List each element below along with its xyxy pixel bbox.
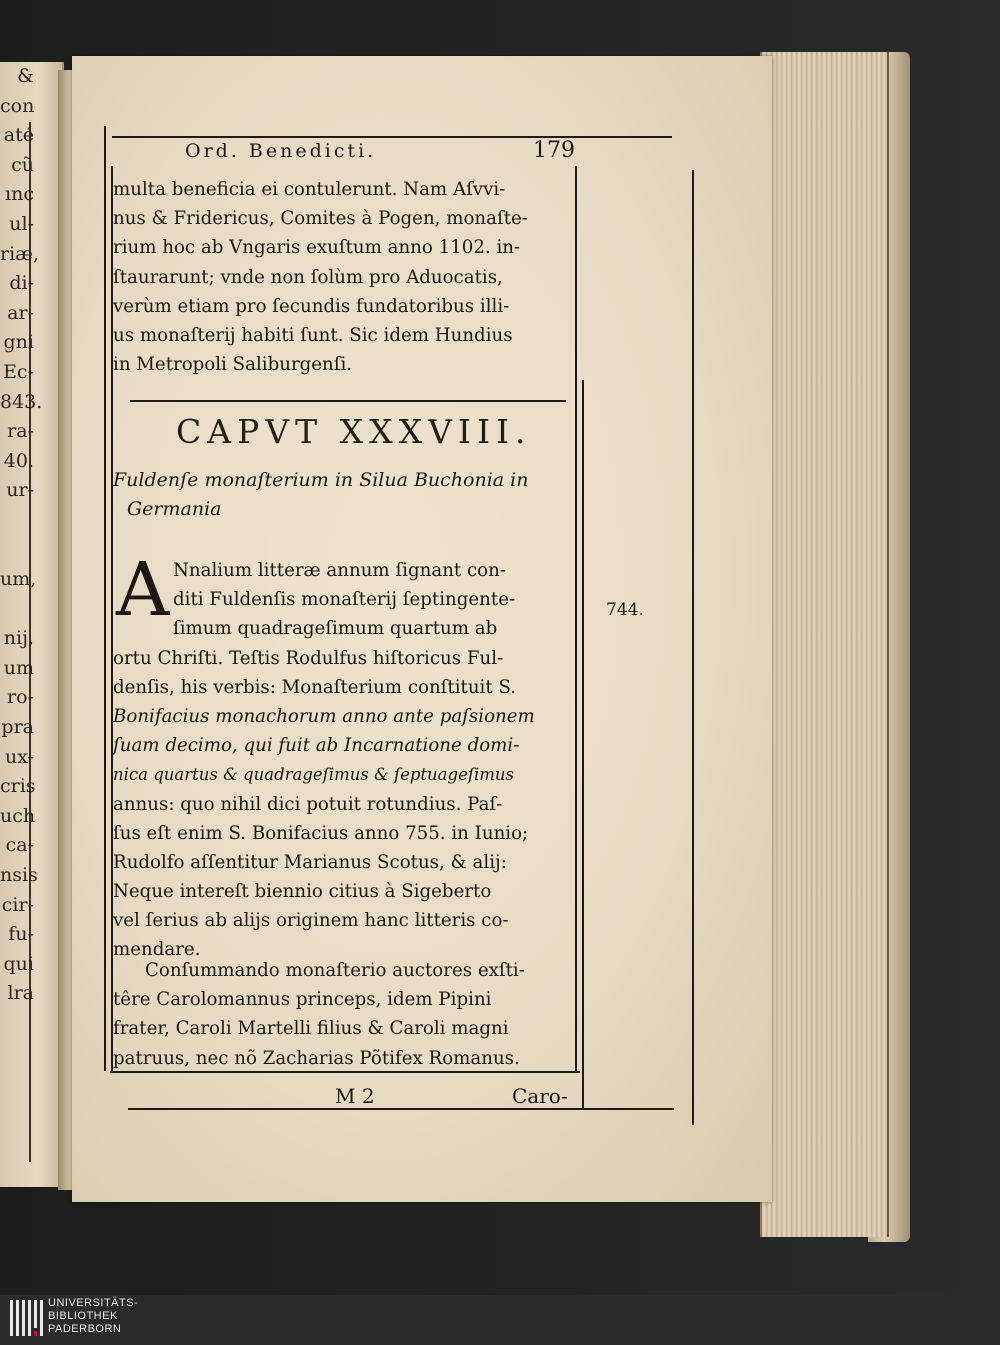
left-fragment: um, [0,568,37,591]
text-line: nica quartus & quadrageſimus & ſeptuageſimus [113,765,514,785]
left-page [0,62,64,1187]
text-line: mendare. [113,939,201,961]
text-line: patruus, nec nõ Zacharias Põtifex Romanus. [113,1047,520,1069]
left-fragment: ur- [6,479,34,502]
left-fragment: cir- [1,893,34,916]
section-divider [130,400,566,402]
library-logo-icon [10,1300,44,1336]
left-fragment: con [0,94,35,117]
chapter-title: CAPVT XXXVIII. [176,412,532,451]
text-line: têre Carolomannus princeps, idem Pipini [113,989,492,1011]
paragraph-1 [113,175,575,379]
left-fragment [0,506,34,536]
left-fragment: lra [7,982,34,1005]
subtitle-line: Fuldenſe monaſterium in Silua Buchonia in [113,469,529,491]
chapter-subtitle [113,466,575,524]
left-fragment: nsis [0,864,38,887]
margin-note-year: 744. [606,600,644,620]
left-fragment: 40. [3,449,34,472]
left-fragment: ca- [5,834,34,857]
left-fragment: & [17,65,34,87]
text-line: Conſummando monaſterio auctores exſti- [145,960,525,981]
text-line: multa beneficia ei contulerunt. Nam Aſvvi- [113,179,506,200]
text-line: ſus eſt enim S. Bonifacius anno 755. in Iunio; [113,822,529,844]
footer-rule [128,1108,674,1110]
text-line: Nnalium litteræ annum ſignant con- [173,560,506,581]
left-fragment: gni [3,331,34,354]
left-fragment: riæ, [0,242,40,265]
text-line: ſuam decimo, qui fuit ab Incarnatione domi- [113,735,520,757]
left-fragment: nij, [3,627,34,650]
margin-column-rule [692,170,694,1125]
left-fragment: ux- [4,745,34,768]
left-fragment [0,536,34,566]
text-line: ſimum quadrageſimum quartum ab [173,618,498,640]
left-fragment [0,595,34,625]
left-fragment: cris [0,775,36,798]
left-frame-rule [104,126,106,1071]
drop-cap: A [116,547,170,633]
left-page-text-fragments [0,62,43,1009]
right-frame-rule [575,166,577,1071]
left-fragment: um [3,656,34,679]
text-line: ortu Chriſti. Teſtis Rodulfus hiſtoricus Ful- [113,647,504,669]
left-fragment: cũ [11,153,34,176]
left-fragment: ar- [7,301,34,324]
text-line: Rudolfo aſſentitur Marianus Scotus, & alij: [113,851,507,873]
text-line: diti Fuldenſis monaſterij ſeptingente- [173,589,516,611]
text-line: Neque intereſt biennio citius à Sigeberto [113,881,492,903]
text-line: rium hoc ab Vngaris exuſtum anno 1102. in- [113,237,521,259]
running-title: Ord. Benedicti. [185,140,377,162]
left-fragment: Ec- [3,360,34,383]
text-line: denſis, his verbis: Monaſterium conſtituit S. [113,676,517,698]
paragraph-3 [113,956,575,1073]
left-fragment: ınc [5,183,34,206]
left-fragment: até [3,124,34,147]
catchword: Caro- [512,1084,568,1108]
paragraph-2 [113,556,575,965]
page-edges [760,52,889,1237]
left-fragment: fu- [8,923,34,946]
header-rule [112,136,672,138]
text-line: verùm etiam pro ſecundis fundatoribus illi- [113,295,510,317]
text-line: annus: quo nihil dici potuit rotundius. Paſ- [113,793,503,815]
signature-mark: M 2 [335,1084,375,1108]
library-name-line: BIBLIOTHEK [48,1310,118,1322]
text-line: vel ſerius ab alijs originem hanc litteris co- [113,910,509,932]
left-fragment: ro- [7,686,34,709]
left-fragment: pra [1,716,34,739]
library-footer-bar [0,1295,1000,1345]
left-fragment: uch [0,804,36,827]
left-fragment: 843. [0,390,43,413]
library-name [48,1297,138,1336]
left-fragment: di- [9,272,34,295]
library-name-line: PADERBORN [48,1323,122,1335]
subtitle-line: Germania [127,498,222,520]
page-number: 179 [533,138,575,163]
library-name-line: UNIVERSITÄTS- [48,1297,139,1309]
text-line: nus & Fridericus, Comites à Pogen, monaſte- [113,208,528,230]
running-header [185,140,575,170]
left-fragment: qui [3,952,34,975]
text-line: frater, Caroli Martelli filius & Caroli magni [113,1018,509,1040]
text-line: in Metropoli Saliburgenſi. [113,354,353,376]
text-line: us monaſterij habiti ſunt. Sic idem Hundius [113,324,513,346]
text-line: Bonifacius monachorum anno ante paſsionem [113,705,535,727]
outer-right-rule [582,380,584,1110]
left-fragment: ra- [7,420,34,443]
left-fragment: ul- [9,212,34,235]
text-line: ſtaurarunt; vnde non ſolùm pro Aduocatis, [113,266,503,288]
